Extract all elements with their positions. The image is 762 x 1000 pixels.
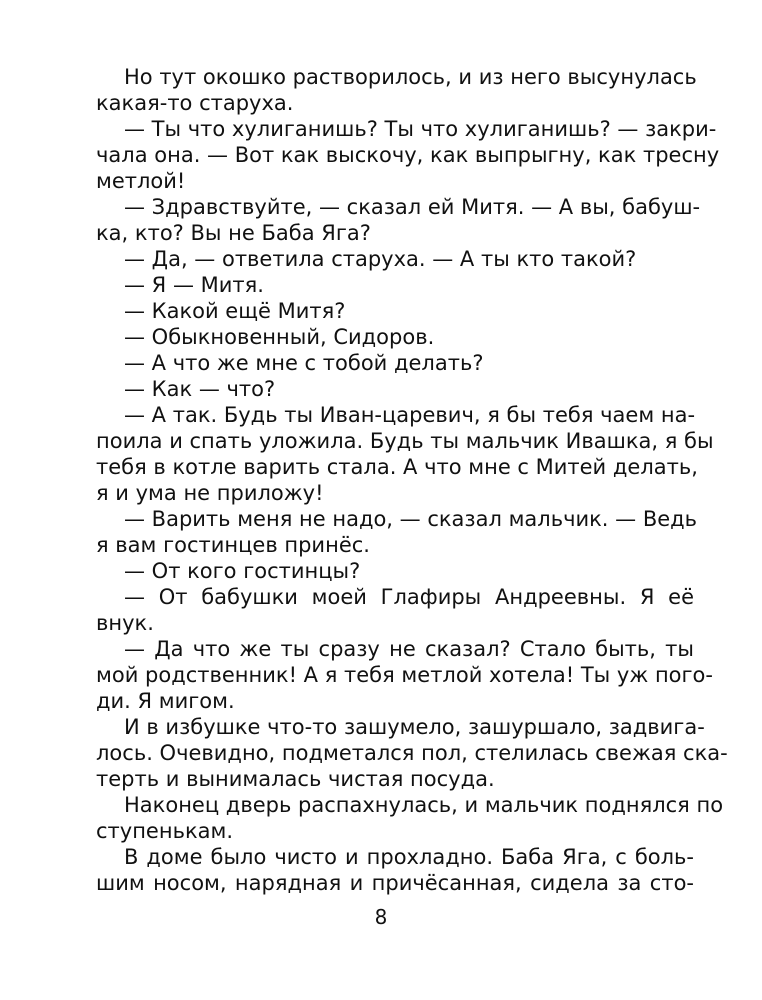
paragraph [96,506,698,558]
text-line: — Обыкновенный, Сидоров. [124,325,435,349]
paragraph [96,272,694,298]
paragraph [96,636,713,714]
text-line: — Да что же ты сразу не сказал? Стало быть, ты [124,637,694,661]
text-line: я и ума не приложу! [96,481,324,505]
text-line: — От кого гостинцы? [124,559,361,583]
page-number: 8 [374,905,388,929]
text-line: Но тут окошко растворилось, и из него высунулась [124,65,697,89]
text-line: чала она. — Вот как выскочу, как выпрыгну, как тресну [96,143,720,167]
paragraph [96,350,694,376]
text-line: — Я — Митя. [124,273,264,297]
paragraph [96,64,697,116]
paragraph [96,584,694,636]
paragraph [96,714,728,792]
text-line: поила и спать уложила. Будь ты мальчик Ивашка, я бы [96,429,714,453]
text-line: шим носом, нарядная и причёсанная, сидела за сто- [96,871,694,895]
text-line: ди. Я мигом. [96,689,235,713]
text-line: — Да, — ответила старуха. — А ты кто такой? [124,247,637,271]
paragraph [96,246,694,272]
paragraph [96,298,694,324]
story-text [96,64,728,896]
text-line: какая-то старуха. [96,91,294,115]
paragraph [96,844,694,896]
paragraph [96,792,724,844]
text-line: метлой! [96,169,186,193]
text-line: — Здравствуйте, — сказал ей Митя. — А вы, бабуш- [124,195,701,219]
text-line: ступенькам. [96,819,234,843]
text-line: — А так. Будь ты Иван-царевич, я бы тебя чаем на- [124,403,696,427]
paragraph [96,402,714,506]
paragraph [96,194,701,246]
text-line: — Как — что? [124,377,276,401]
paragraph [96,324,694,350]
text-line: тебя в котле варить стала. А что мне с Митей делать, [96,455,698,479]
text-line: лось. Очевидно, подметался пол, стелилась свежая ска- [96,741,728,765]
paragraph [96,116,720,194]
text-line: — Какой ещё Митя? [124,299,346,323]
text-line: — От бабушки моей Глафиры Андреевны. Я её [124,585,694,609]
text-line: — Варить меня не надо, — сказал мальчик. — Ведь [124,507,698,531]
paragraph [96,376,694,402]
text-line: В доме было чисто и прохладно. Баба Яга, с боль- [124,845,694,869]
text-line: — Ты что хулиганишь? Ты что хулиганишь? — закри- [124,117,717,141]
text-line: И в избушке что-то зашумело, зашуршало, задвига- [124,715,705,739]
text-line: внук. [96,611,154,635]
text-line: терть и вынималась чистая посуда. [96,767,495,791]
text-line: — А что же мне с тобой делать? [124,351,484,375]
text-line: ка, кто? Вы не Баба Яга? [96,221,371,245]
text-line: мой родственник! А я тебя метлой хотела! Ты уж пого- [96,663,713,687]
text-line: Наконец дверь распахнулась, и мальчик поднялся по [124,793,724,817]
paragraph [96,558,694,584]
text-line: я вам гостинцев принёс. [96,533,370,557]
